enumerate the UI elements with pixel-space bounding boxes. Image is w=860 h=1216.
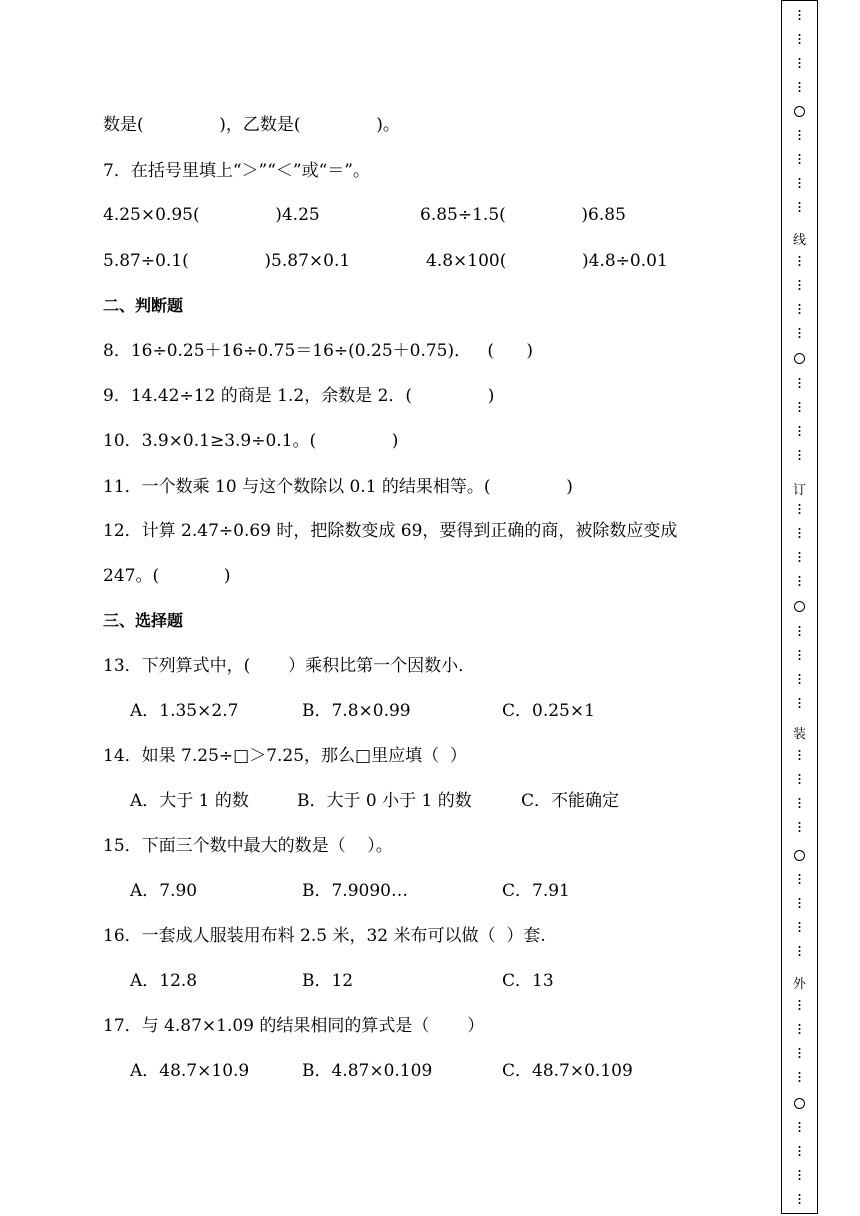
q7-expr-b: 6.85÷1.5( )6.85 (420, 205, 626, 225)
q17-option-c: C．48.7×0.109 (502, 1061, 633, 1081)
q7-expr-c: 5.87÷0.1( )5.87×0.1 (103, 251, 351, 271)
question-9: 9．14.42÷12 的商是 1.2，余数是 2．( ) (103, 386, 495, 406)
question-13: 13．下列算式中，( ）乘积比第一个因数小． (103, 656, 476, 676)
sidebar-label-line: 线 (792, 233, 806, 248)
question-12-continuation: 247。( ) (103, 566, 231, 586)
q15-option-c: C．7.91 (502, 881, 570, 901)
sidebar-label-bind: 订 (792, 483, 806, 498)
q7-expr-d: 4.8×100( )4.8÷0.01 (426, 251, 668, 271)
q16-option-a: A．12.8 (130, 971, 198, 991)
binding-margin (781, 0, 818, 1214)
question-15: 15．下面三个数中最大的数是（ ）。 (103, 836, 393, 856)
question-6-continuation: 数是( )，乙数是( )。 (103, 115, 400, 135)
q17-option-a: A．48.7×10.9 (130, 1061, 250, 1081)
question-8: 8．16÷0.25＋16÷0.75＝16÷(0.25＋0.75)． ( ) (103, 341, 534, 361)
question-17: 17．与 4.87×1.09 的结果相同的算式是（ ） (103, 1016, 485, 1036)
q15-option-b: B．7.9090… (302, 881, 408, 901)
q13-option-a: A．1.35×2.7 (130, 701, 239, 721)
sidebar-label-outer: 外 (792, 977, 806, 992)
q14-option-b: B．大于 0 小于 1 的数 (297, 791, 472, 811)
section-heading-judgement: 二、判断题 (103, 296, 184, 315)
q13-option-c: C．0.25×1 (502, 701, 595, 721)
question-16: 16．一套成人服装用布料 2.5 米，32 米布可以做（ ）套. (103, 926, 546, 946)
question-11: 11．一个数乘 10 与这个数除以 0.1 的结果相等。( ) (103, 477, 573, 497)
q15-option-a: A．7.90 (130, 881, 198, 901)
sidebar-label-install: 装 (792, 727, 806, 742)
question-10: 10．3.9×0.1≥3.9÷0.1。( ) (103, 431, 399, 451)
q17-option-b: B．4.87×0.109 (302, 1061, 433, 1081)
question-12: 12．计算 2.47÷0.69 时，把除数变成 69，要得到正确的商，被除数应变成 (103, 521, 678, 541)
q14-option-a: A．大于 1 的数 (130, 791, 249, 811)
question-7: 7．在括号里填上“＞”“＜”或“＝”。 (103, 161, 370, 181)
q16-option-c: C．13 (502, 971, 554, 991)
q16-option-b: B．12 (302, 971, 354, 991)
q14-option-c: C．不能确定 (521, 791, 620, 811)
question-14: 14．如果 7.25÷□＞7.25，那么□里应填（ ） (103, 746, 467, 766)
q13-option-b: B．7.8×0.99 (302, 701, 411, 721)
q7-expr-a: 4.25×0.95( )4.25 (103, 205, 320, 225)
dotted-guide (782, 1, 817, 1213)
section-heading-choice: 三、选择题 (103, 611, 184, 630)
